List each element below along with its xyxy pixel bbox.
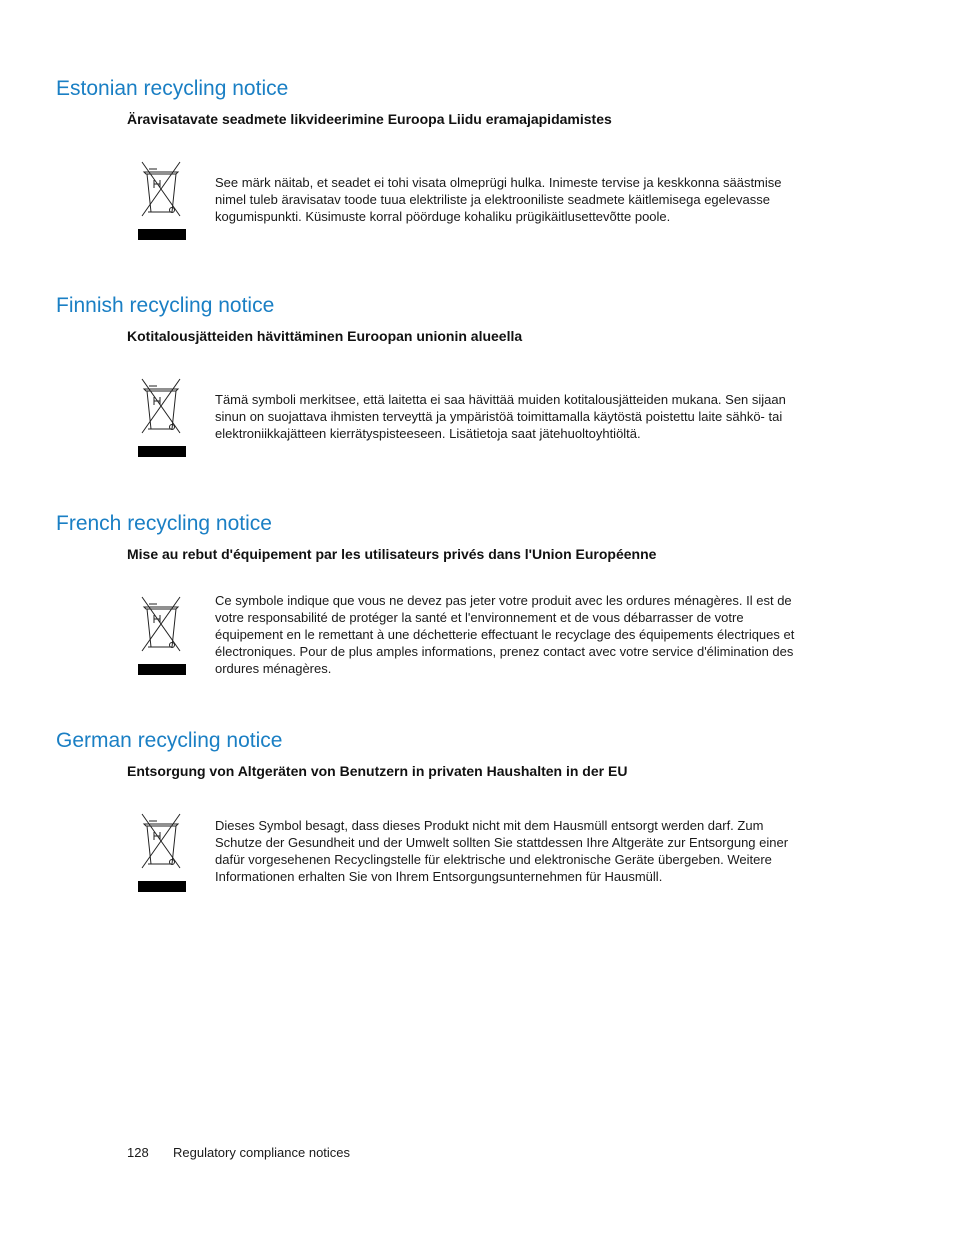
crossed-out-wheelie-bin-icon	[136, 593, 188, 675]
section-subtitle: Äravisatavate seadmete likvideerimine Euroopa Liidu eramajapidamistes	[127, 111, 612, 127]
page-footer	[127, 1145, 350, 1160]
chapter-title: Regulatory compliance notices	[173, 1145, 351, 1160]
section-body: See märk näitab, et seadet ei tohi visata olmeprügi hulka. Inimeste tervise ja keskkonna säästmise nimel tuleb äravisatav toode tuua elektriliste ja elektrooniliste seadmete käitlemisega egelevasse kogumispunkti. Küsimuste korral pöörduge kohaliku prügikäitlusettevõtte poole.	[215, 175, 782, 224]
page-number: 128	[127, 1145, 149, 1160]
section-subtitle: Mise au rebut d'équipement par les utilisateurs privés dans l'Union Européenne	[127, 546, 657, 562]
section-subtitle: Entsorgung von Altgeräten von Benutzern in privaten Haushalten in der EU	[127, 763, 628, 779]
section-title: Estonian recycling notice	[56, 77, 289, 100]
section-title: French recycling notice	[56, 512, 272, 535]
section-title: German recycling notice	[56, 729, 283, 752]
section-body: Dieses Symbol besagt, dass dieses Produkt nicht mit dem Hausmüll entsorgt werden darf. Zum Schutze der Gesundheit und der Umwelt sollten Sie stattdessen Ihre Altgeräte zur Entsorgung einer dafür vorgesehenen Recyclingstelle für elektrische und elektronische Geräte übergeben. Weitere Informationen erhalten Sie von Ihrem Entsorgungsunternehmen für Hausmüll.	[215, 818, 789, 884]
section-body: Tämä symboli merkitsee, että laitetta ei saa hävittää muiden kotitalousjätteiden mukana. Sen sijaan sinun on suojattava ihmisten terveyttä ja ympäristöä toimittamalla käytöstä poistettu laite sähkö- tai elektroniikkajätteen kierrätyspisteeseen. Lisätietoja saat jätehuoltoyhtiöltä.	[215, 392, 786, 441]
section-subtitle: Kotitalousjätteiden hävittäminen Euroopan unionin alueella	[127, 328, 523, 344]
section-body: Ce symbole indique que vous ne devez pas jeter votre produit avec les ordures ménagères. Il est de votre responsabilité de protéger la santé et l'environnement et de vous débarrasser de votre équipement en le remettant à une déchetterie effectuant le recyclage des équipements électriques et électroniques. Pour de plus amples informations, prenez contact avec votre service d'élimination des ordures ménagères.	[215, 593, 795, 676]
section-title: Finnish recycling notice	[56, 294, 275, 317]
crossed-out-wheelie-bin-icon	[136, 375, 188, 457]
crossed-out-wheelie-bin-icon	[136, 810, 188, 892]
crossed-out-wheelie-bin-icon	[136, 158, 188, 240]
